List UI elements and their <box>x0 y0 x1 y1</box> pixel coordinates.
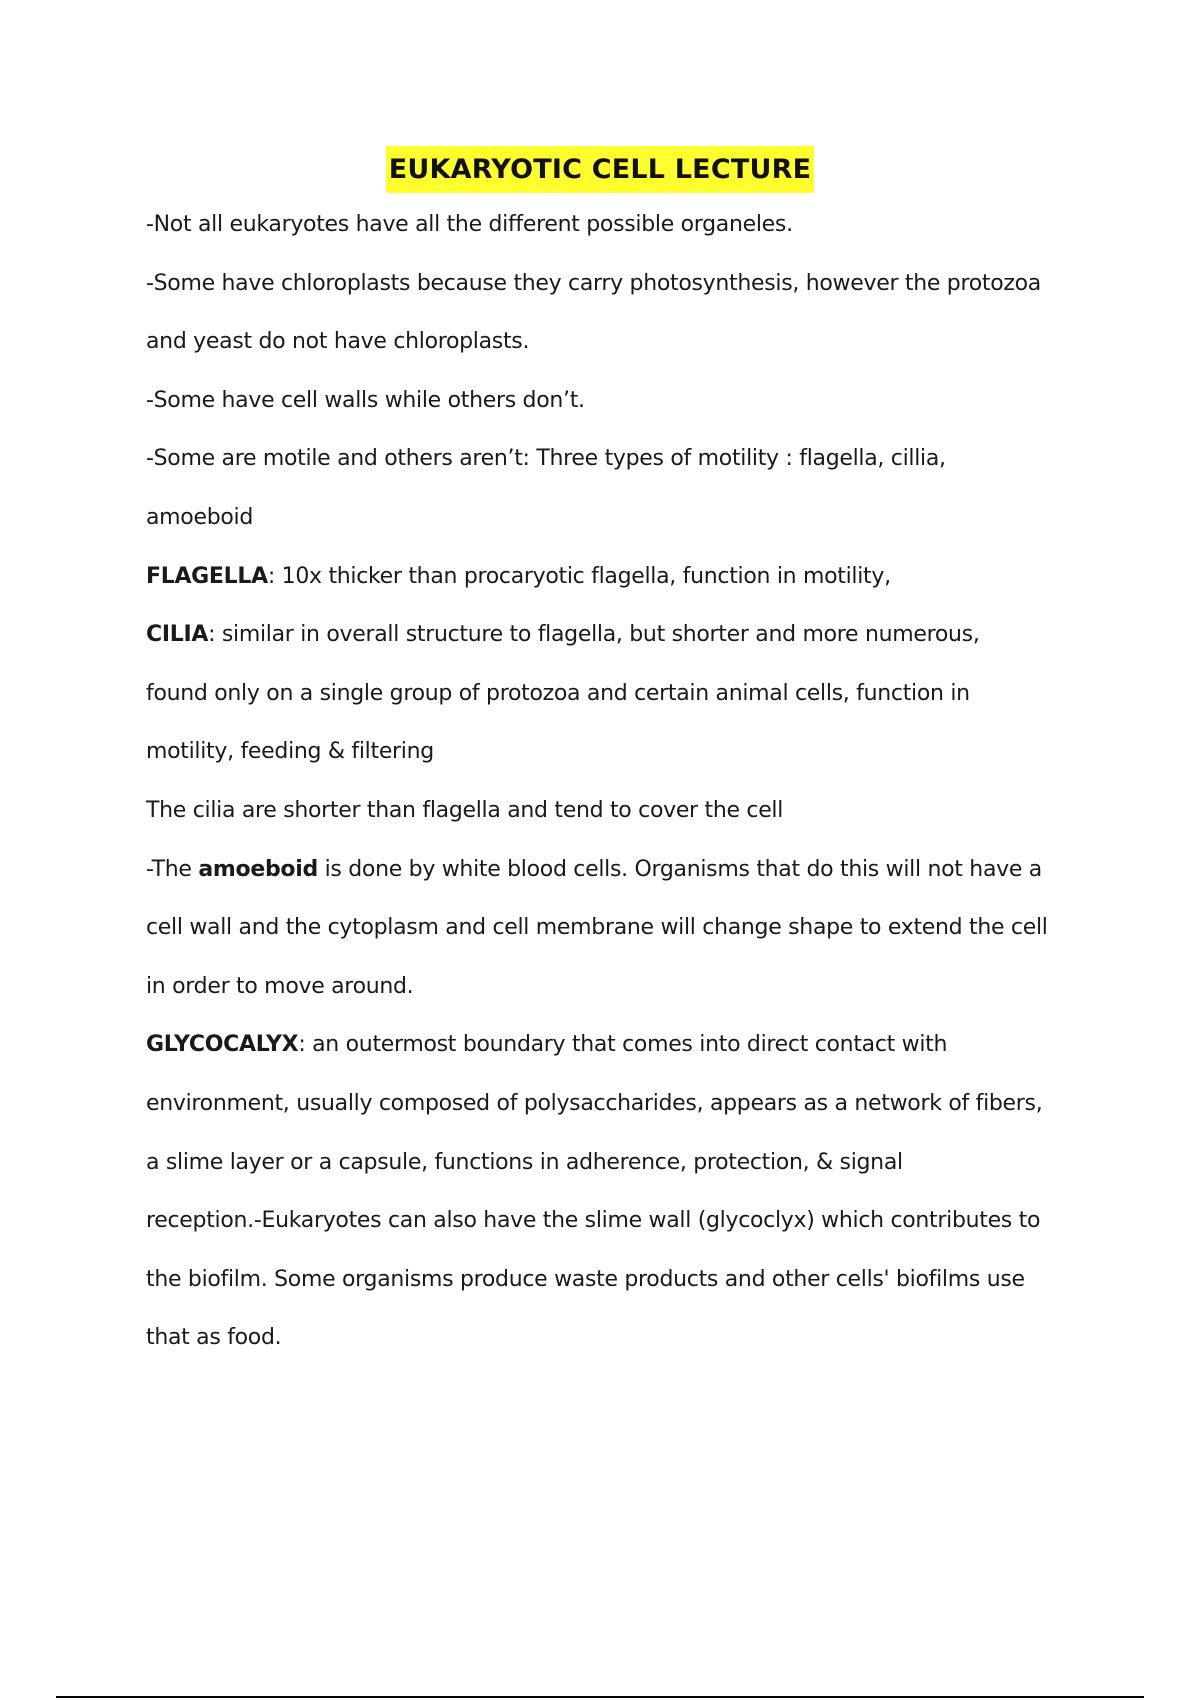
text-line: cell wall and the cytoplasm and cell membrane will change shape to extend the cell <box>146 915 1048 941</box>
text-line: -Some are motile and others aren’t: Three types of motility : flagella, cillia, <box>146 446 946 472</box>
page-title: EUKARYOTIC CELL LECTURE <box>386 146 814 193</box>
amoeboid-definition <box>146 841 1086 900</box>
cilia-text: : similar in overall structure to flagella, but shorter and more numerous, <box>208 622 980 648</box>
footer-divider <box>56 1696 1144 1698</box>
amoeboid-term: amoeboid <box>198 856 318 882</box>
text-line: motility, feeding & filtering <box>146 739 434 765</box>
text-line: -Some have cell walls while others don’t. <box>146 387 585 413</box>
glycocalyx-definition <box>146 1016 1086 1075</box>
title-container <box>0 146 1200 193</box>
text-line: and yeast do not have chloroplasts. <box>146 329 530 355</box>
cilia-definition <box>146 606 1086 665</box>
text-line: that as food. <box>146 1325 282 1351</box>
text-line: amoeboid <box>146 504 254 530</box>
text-line: in order to move around. <box>146 973 414 999</box>
text-line: The cilia are shorter than flagella and tend to cover the cell <box>146 797 784 823</box>
text-line: -Some have chloroplasts because they carry photosynthesis, however the protozoa <box>146 270 1041 296</box>
amoeboid-text: is done by white blood cells. Organisms that do this will not have a <box>317 856 1042 882</box>
glycocalyx-text: : an outermost boundary that comes into direct contact with <box>298 1032 948 1058</box>
text-line: -Not all eukaryotes have all the different possible organeles. <box>146 212 793 237</box>
glycocalyx-term: GLYCOCALYX <box>146 1032 299 1058</box>
flagella-term: FLAGELLA <box>146 563 268 589</box>
text-line: found only on a single group of protozoa and certain animal cells, function in <box>146 680 970 706</box>
text-line: environment, usually composed of polysaccharides, appears as a network of fibers, <box>146 1090 1043 1116</box>
flagella-definition <box>146 548 1086 607</box>
text-line: a slime layer or a capsule, functions in adherence, protection, & signal <box>146 1149 903 1175</box>
cilia-term: CILIA <box>146 622 209 648</box>
text-line: the biofilm. Some organisms produce waste products and other cells' biofilms use <box>146 1266 1025 1292</box>
document-body <box>146 196 1086 1368</box>
flagella-text: : 10x thicker than procaryotic flagella, function in motility, <box>267 563 891 589</box>
text-line: reception.-Eukaryotes can also have the slime wall (glycoclyx) which contributes to <box>146 1208 1041 1234</box>
amoeboid-prefix: -The <box>146 856 199 882</box>
